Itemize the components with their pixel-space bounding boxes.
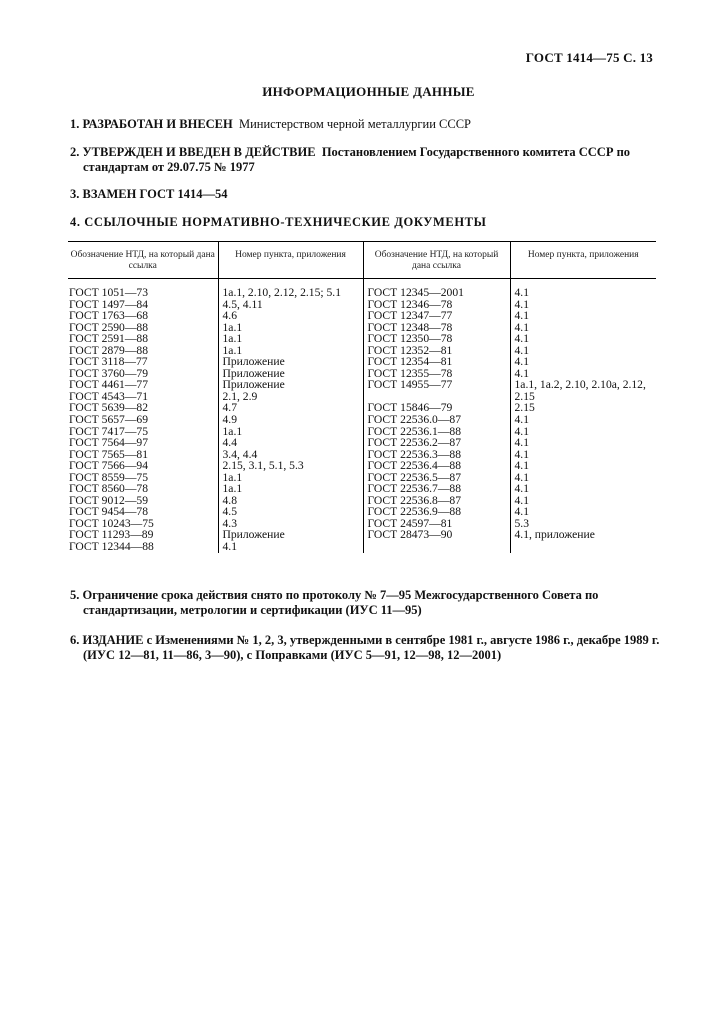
cell-doc: ГОСТ 7564—97 — [69, 436, 149, 450]
cell-doc: ГОСТ 12344—88 — [69, 540, 154, 554]
cell-doc: ГОСТ 22536.5—87 — [363, 472, 510, 484]
cell-clause: 1а.1 — [218, 322, 363, 334]
cell-doc: ГОСТ 3118—77 — [69, 355, 148, 369]
cell-clause: 2.15, 3.1, 5.1, 5.3 — [218, 460, 363, 472]
table-row — [68, 322, 656, 334]
table-row — [68, 299, 656, 311]
table-row — [68, 541, 656, 553]
cell-clause: Приложение — [218, 379, 363, 391]
table-row — [68, 279, 656, 299]
cell-clause: 4.1 — [510, 356, 656, 368]
cell-clause: Приложение — [218, 368, 363, 380]
table-row — [68, 449, 656, 461]
section-2-heading: 2. УТВЕРЖДЕН И ВВЕДЕН В ДЕЙСТВИЕ — [70, 145, 316, 159]
table-row — [68, 472, 656, 484]
page-header: ГОСТ 1414—75 С. 13 — [525, 50, 653, 65]
section-5: 5. Ограничение срока действия снято по протоколу № 7—95 Межгосударственного Совета по стандартизации, метрологии и сертификации (ИУС 11—95) — [70, 588, 599, 617]
cell-clause: 4.4 — [218, 437, 363, 449]
cell-clause: 1а.1 — [218, 483, 363, 495]
document-title: ИНФОРМАЦИОННЫЕ ДАННЫЕ — [262, 84, 475, 99]
cell-clause: 1а.1 — [218, 472, 363, 484]
section-1 — [70, 117, 655, 132]
cell-doc: ГОСТ 5639—82 — [69, 401, 149, 415]
table-row — [68, 414, 656, 426]
section-3-heading: 3. ВЗАМЕН ГОСТ 1414—54 — [70, 187, 228, 201]
cell-clause: Приложение — [218, 529, 363, 541]
cell-doc: ГОСТ 4543—71 — [69, 389, 149, 403]
cell-doc: ГОСТ 4461—77 — [69, 378, 149, 392]
cell-doc: ГОСТ 14955—77 — [363, 379, 510, 391]
cell-doc: ГОСТ 12346—78 — [363, 299, 510, 311]
cell-clause: 4.7 — [218, 402, 363, 414]
cell-doc: ГОСТ 5657—69 — [69, 413, 149, 427]
cell-clause: 4.1 — [510, 495, 656, 507]
cell-doc: ГОСТ 12355—78 — [363, 368, 510, 380]
cell-clause: 4.1 — [510, 472, 656, 484]
cell-doc: ГОСТ 1051—73 — [69, 286, 149, 299]
cell-clause: 4.1 — [510, 426, 656, 438]
cell-clause: 4.1 — [510, 368, 656, 380]
table-row — [68, 402, 656, 414]
cell-doc — [363, 541, 510, 553]
cell-clause: 1а.1 — [218, 333, 363, 345]
cell-doc: ГОСТ 22536.2—87 — [363, 437, 510, 449]
cell-clause: 4.1 — [510, 310, 656, 322]
table-row — [68, 356, 656, 368]
table-row — [68, 345, 656, 357]
header-clause-number: Номер пункта, приложения — [218, 242, 363, 279]
cell-clause: 4.1 — [510, 322, 656, 334]
table-row — [68, 437, 656, 449]
cell-clause: 4.9 — [218, 414, 363, 426]
cell-clause: 4.1, приложение — [510, 529, 656, 541]
cell-clause: 4.1 — [510, 449, 656, 461]
cell-doc: ГОСТ 12347—77 — [363, 310, 510, 322]
table-row — [68, 333, 656, 345]
cell-doc: ГОСТ 1497—84 — [69, 297, 149, 311]
table-row — [68, 460, 656, 472]
cell-clause: 4.1 — [510, 460, 656, 472]
table-row — [68, 529, 656, 541]
cell-doc: ГОСТ 22536.3—88 — [363, 449, 510, 461]
cell-doc: ГОСТ 2879—88 — [69, 343, 149, 357]
cell-clause: 4.1 — [510, 299, 656, 311]
cell-clause: 1а.1, 1а.2, 2.10, 2.10а, 2.12, 2.15 — [510, 379, 656, 402]
cell-clause: 1а.1 — [218, 426, 363, 438]
cell-doc: ГОСТ 3760—79 — [69, 366, 149, 380]
cell-doc: ГОСТ 15846—79 — [363, 402, 510, 414]
cell-doc: ГОСТ 12350—78 — [363, 333, 510, 345]
cell-clause: 4.1 — [510, 483, 656, 495]
section-6: 6. ИЗДАНИЕ с Изменениями № 1, 2, 3, утвержденными в сентябре 1981 г., августе 1986 г., декабре 1989 г. (ИУС 12—81, 11—86, 3—90), с Поправками (ИУС 5—91, 12—98, 12—2001) — [70, 633, 660, 662]
cell-clause: 4.1 — [218, 541, 363, 553]
cell-clause — [510, 541, 656, 553]
cell-clause: 5.3 — [510, 518, 656, 530]
cell-doc: ГОСТ 12345—2001 — [363, 279, 510, 299]
cell-doc: ГОСТ 22536.8—87 — [363, 495, 510, 507]
table-row — [68, 506, 656, 518]
cell-doc: ГОСТ 2591—88 — [69, 332, 149, 346]
cell-doc: ГОСТ 9012—59 — [69, 493, 149, 507]
cell-doc: ГОСТ 12352—81 — [363, 345, 510, 357]
cell-clause: 4.1 — [510, 437, 656, 449]
cell-doc: ГОСТ 22536.0—87 — [363, 414, 510, 426]
cell-clause: Приложение — [218, 356, 363, 368]
cell-doc: ГОСТ 10243—75 — [69, 516, 154, 530]
cell-doc: ГОСТ 1763—68 — [69, 309, 149, 323]
cell-clause: 1а.1, 2.10, 2.12, 2.15; 5.1 — [218, 279, 363, 299]
section-3 — [70, 187, 655, 202]
cell-clause: 3.4, 4.4 — [218, 449, 363, 461]
section-1-heading: 1. РАЗРАБОТАН И ВНЕСЕН — [70, 117, 233, 131]
header-doc-designation: Обозначение НТД, на который дана ссылка — [363, 242, 510, 279]
cell-clause: 4.5 — [218, 506, 363, 518]
cell-doc: ГОСТ 12354—81 — [363, 356, 510, 368]
cell-doc: ГОСТ 2590—88 — [69, 320, 149, 334]
cell-doc: ГОСТ 12348—78 — [363, 322, 510, 334]
table-row — [68, 379, 656, 391]
cell-doc: ГОСТ 11293—89 — [69, 528, 154, 542]
cell-doc: ГОСТ 8560—78 — [69, 482, 149, 496]
table-header-row — [68, 242, 656, 279]
cell-clause: 4.8 — [218, 495, 363, 507]
cell-clause: 4.1 — [510, 414, 656, 426]
cell-clause: 4.5, 4.11 — [218, 299, 363, 311]
table-row — [68, 483, 656, 495]
cell-doc: ГОСТ 7565—81 — [69, 447, 149, 461]
header-doc-designation: Обозначение НТД, на который дана ссылка — [68, 242, 218, 279]
cell-doc: ГОСТ 7566—94 — [69, 459, 149, 473]
reference-documents-table — [68, 241, 656, 553]
cell-doc: ГОСТ 22536.9—88 — [363, 506, 510, 518]
cell-doc: ГОСТ 8559—75 — [69, 470, 149, 484]
cell-doc: ГОСТ 22536.4—88 — [363, 460, 510, 472]
cell-clause: 4.1 — [510, 279, 656, 299]
cell-doc: ГОСТ 22536.7—88 — [363, 483, 510, 495]
section-4-heading: 4. ССЫЛОЧНЫЕ НОРМАТИВНО-ТЕХНИЧЕСКИЕ ДОКУМЕНТЫ — [70, 215, 487, 229]
cell-clause: 4.1 — [510, 506, 656, 518]
table-row — [68, 310, 656, 322]
cell-doc: ГОСТ 24597—81 — [363, 518, 510, 530]
table-row — [68, 495, 656, 507]
section-1-text: Министерством черной металлургии СССР — [239, 117, 472, 131]
cell-clause: 4.6 — [218, 310, 363, 322]
cell-clause: 4.3 — [218, 518, 363, 530]
section-2 — [70, 145, 668, 175]
table-row — [68, 426, 656, 438]
cell-doc: ГОСТ 7417—75 — [69, 424, 149, 438]
header-clause-number: Номер пункта, приложения — [510, 242, 656, 279]
section-2-text: Постановлением Государственного комитета СССР по стандартам от 29.07.75 № 1977 — [83, 145, 631, 174]
cell-clause: 4.1 — [510, 345, 656, 357]
cell-clause: 1а.1 — [218, 345, 363, 357]
cell-clause: 4.1 — [510, 333, 656, 345]
cell-doc: ГОСТ 22536.1—88 — [363, 426, 510, 438]
cell-clause: 2.15 — [510, 402, 656, 414]
cell-doc: ГОСТ 28473—90 — [363, 529, 510, 541]
cell-clause: 2.1, 2.9 — [218, 391, 363, 403]
cell-doc: ГОСТ 9454—78 — [69, 505, 149, 519]
